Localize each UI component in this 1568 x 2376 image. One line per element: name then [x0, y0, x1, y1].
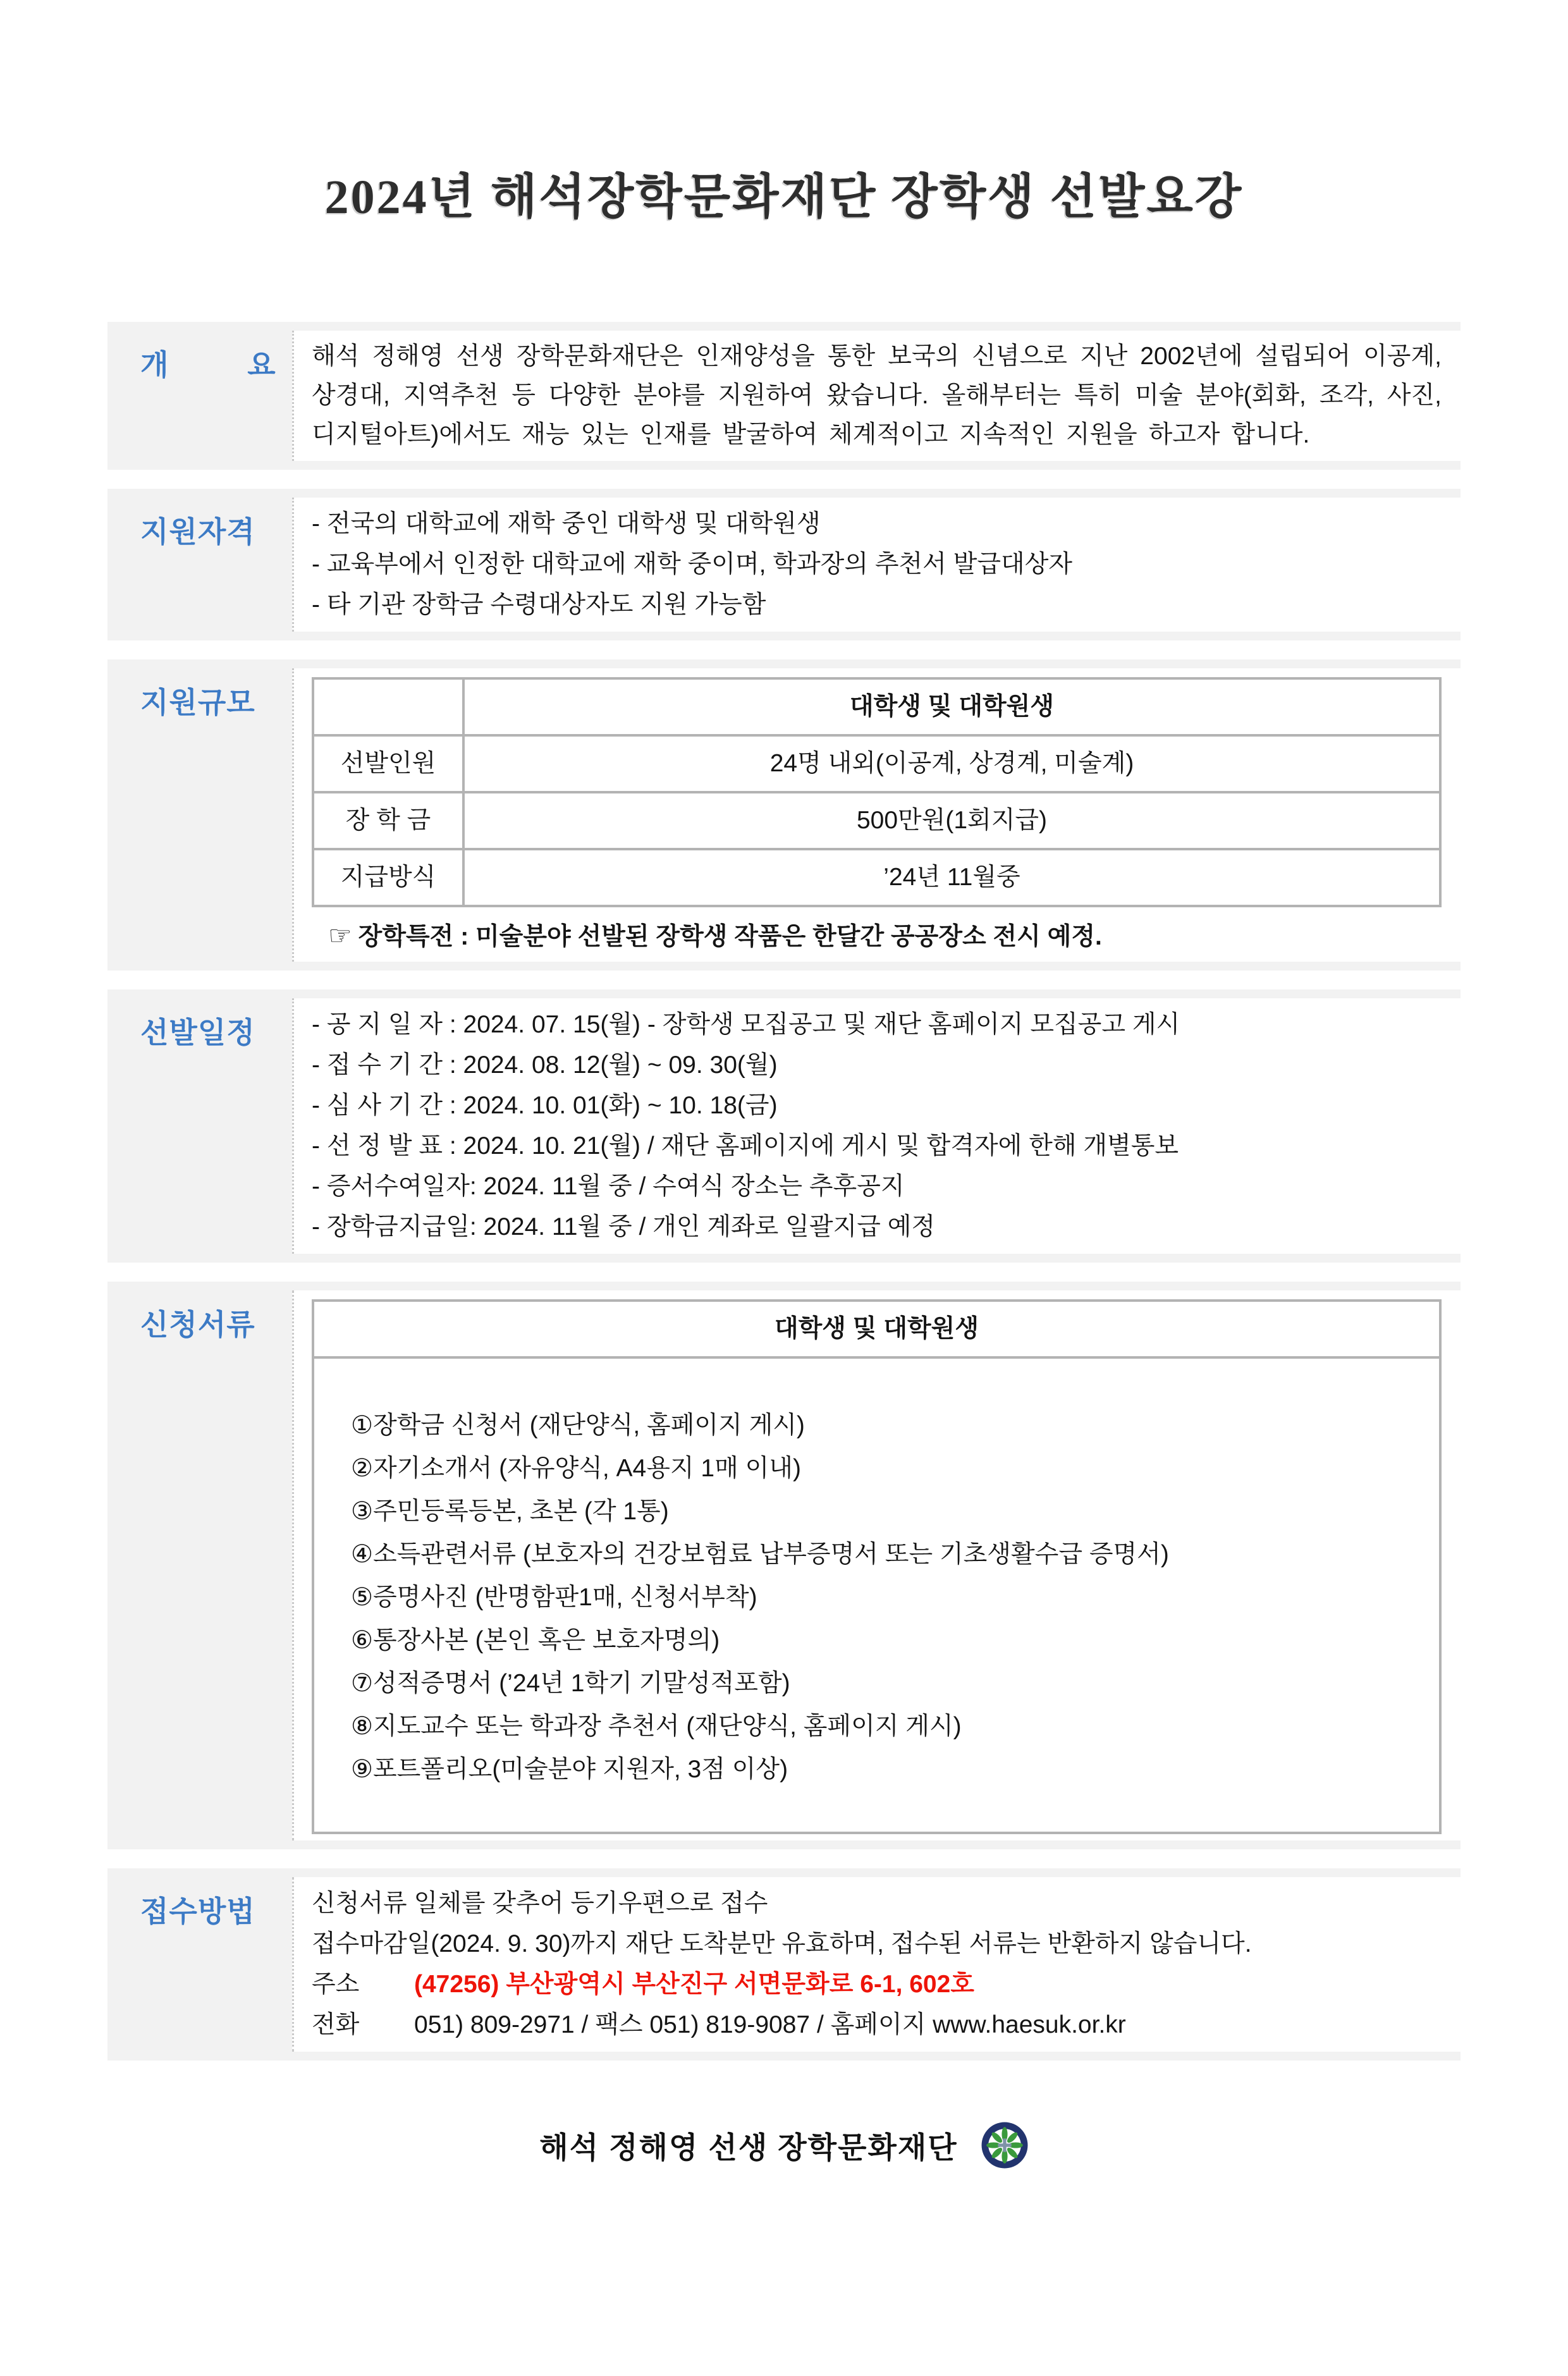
- schedule-item: - 심 사 기 간 : 2024. 10. 01(화) ~ 10. 18(금): [312, 1092, 778, 1119]
- overview-paragraph: 해석 정해영 선생 장학문화재단은 인재양성을 통한 보국의 신념으로 지난 2002년에 설립되어 이공계, 상경대, 지역추천 등 다양한 분야를 지원하여 왔습니다. 올해부터는 특히 미술 분야(회화, 조각, 사진, 디지털아트)에서도 재능 있는 인재를 발굴하여 체계적이고 지속적인 지원을 하고자 합니다.: [312, 343, 1442, 448]
- section-eligibility-label: 지원자격: [140, 515, 255, 548]
- document-item: ⑧지도교수 또는 학과장 추천서 (재단양식, 홈페이지 게시): [351, 1713, 962, 1740]
- scale-header-empty-cell: [313, 678, 463, 735]
- table-row: [313, 792, 1440, 849]
- section-eligibility-content: [292, 498, 1461, 632]
- document-item: ⑥통장사본 (본인 혹은 보호자명의): [351, 1627, 720, 1654]
- documents-list-cell: [313, 1357, 1440, 1833]
- scholarship-benefit-note: [312, 917, 1442, 955]
- scholarship-benefit-note-text: 장학특전 : 미술분야 선발된 장학생 작품은 한달간 공공장소 전시 예정.: [358, 923, 1102, 950]
- section-application: [107, 1868, 1461, 2061]
- footer: [107, 2121, 1461, 2169]
- documents-header-cell: 대학생 및 대학원생: [313, 1301, 1440, 1357]
- document-item: ④소득관련서류 (보호자의 건강보험료 납부증명서 또는 기초생활수급 증명서): [351, 1541, 1169, 1568]
- application-address-line: [312, 1964, 1442, 2005]
- table-row: [313, 1301, 1440, 1357]
- application-method-line: 신청서류 일체를 갖추어 등기우편으로 접수: [312, 1890, 768, 1917]
- schedule-item: - 장학금지급일: 2024. 11월 중 / 개인 계좌로 일괄지급 예정: [312, 1213, 936, 1240]
- section-scale: [107, 659, 1461, 971]
- eligibility-item: - 타 기관 장학금 수령대상자도 지원 가능함: [312, 591, 766, 618]
- document-item: ③주민등록등본, 초본 (각 1통): [351, 1498, 669, 1525]
- scale-row-value: ’24년 11월중: [463, 849, 1440, 906]
- address-label: 주소: [312, 1971, 360, 1998]
- scale-table: [312, 677, 1442, 907]
- section-schedule-label: 선발일정: [140, 1016, 255, 1049]
- section-schedule-content: [292, 998, 1461, 1254]
- section-overview-content: [292, 331, 1461, 461]
- section-overview: [107, 322, 1461, 470]
- scale-row-value: 500만원(1회지급): [463, 792, 1440, 849]
- sections-wrapper: [107, 322, 1461, 2061]
- section-scale-label: 지원규모: [140, 686, 255, 719]
- schedule-item: - 접 수 기 간 : 2024. 08. 12(월) ~ 09. 30(월): [312, 1051, 778, 1079]
- schedule-item: - 선 정 발 표 : 2024. 10. 21(월) / 재단 홈페이지에 게시 및 합격자에 한해 개별통보: [312, 1132, 1179, 1160]
- documents-table: [312, 1299, 1442, 1834]
- page-title: 2024년 해석장학문화재단 장학생 선발요강: [324, 171, 1244, 224]
- section-schedule: [107, 989, 1461, 1263]
- table-row: [313, 849, 1440, 906]
- section-documents-label: 신청서류: [140, 1308, 255, 1341]
- schedule-item: - 공 지 일 자 : 2024. 07. 15(월) - 장학생 모집공고 및 재단 홈페이지 모집공고 게시: [312, 1011, 1180, 1038]
- document-item: ②자기소개서 (자유양식, A4용지 1매 이내): [351, 1455, 801, 1482]
- document-item: ①장학금 신청서 (재단양식, 홈페이지 게시): [351, 1412, 805, 1439]
- schedule-item: - 증서수여일자: 2024. 11월 중 / 수여식 장소는 추후공지: [312, 1173, 905, 1200]
- section-overview-label: 개 요: [140, 348, 276, 381]
- document-page: [0, 158, 1568, 2169]
- scale-header-cell: 대학생 및 대학원생: [463, 678, 1440, 735]
- document-item: ⑤증명사진 (반명함판1매, 신청서부착): [351, 1584, 757, 1611]
- phone-label: 전화: [312, 2011, 360, 2038]
- foundation-name: 해석 정해영 선생 장학문화재단: [539, 2130, 958, 2164]
- eligibility-item: - 전국의 대학교에 재학 중인 대학생 및 대학원생: [312, 510, 821, 537]
- scale-row-value: 24명 내외(이공계, 상경계, 미술계): [463, 735, 1440, 792]
- foundation-emblem-icon: [981, 2121, 1029, 2169]
- pointing-hand-icon: ☞: [328, 921, 352, 950]
- application-contact-line: [312, 2005, 1442, 2045]
- document-item: ⑦성적증명서 (’24년 1학기 기말성적포함): [351, 1670, 790, 1697]
- section-documents: [107, 1282, 1461, 1849]
- application-deadline-line: 접수마감일(2024. 9. 30)까지 재단 도착분만 유효하며, 접수된 서류는 반환하지 않습니다.: [312, 1930, 1252, 1957]
- table-row: [313, 678, 1440, 735]
- section-scale-content: [292, 668, 1461, 962]
- document-item: ⑨포트폴리오(미술분야 지원자, 3점 이상): [351, 1756, 788, 1783]
- phone-value: 051) 809-2971 / 팩스 051) 819-9087 / 홈페이지 www.haesuk.or.kr: [414, 2011, 1126, 2038]
- table-row: [313, 1357, 1440, 1833]
- address-value: (47256) 부산광역시 부산진구 서면문화로 6-1, 602호: [414, 1971, 974, 1998]
- section-application-label: 접수방법: [140, 1895, 255, 1928]
- table-row: [313, 735, 1440, 792]
- section-eligibility: [107, 489, 1461, 640]
- scale-row-label: 선발인원: [313, 735, 463, 792]
- eligibility-item: - 교육부에서 인정한 대학교에 재학 중이며, 학과장의 추천서 발급대상자: [312, 551, 1073, 578]
- scale-row-label: 지급방식: [313, 849, 463, 906]
- section-application-content: [292, 1877, 1461, 2052]
- scale-row-label: 장 학 금: [313, 792, 463, 849]
- section-documents-content: [292, 1290, 1461, 1840]
